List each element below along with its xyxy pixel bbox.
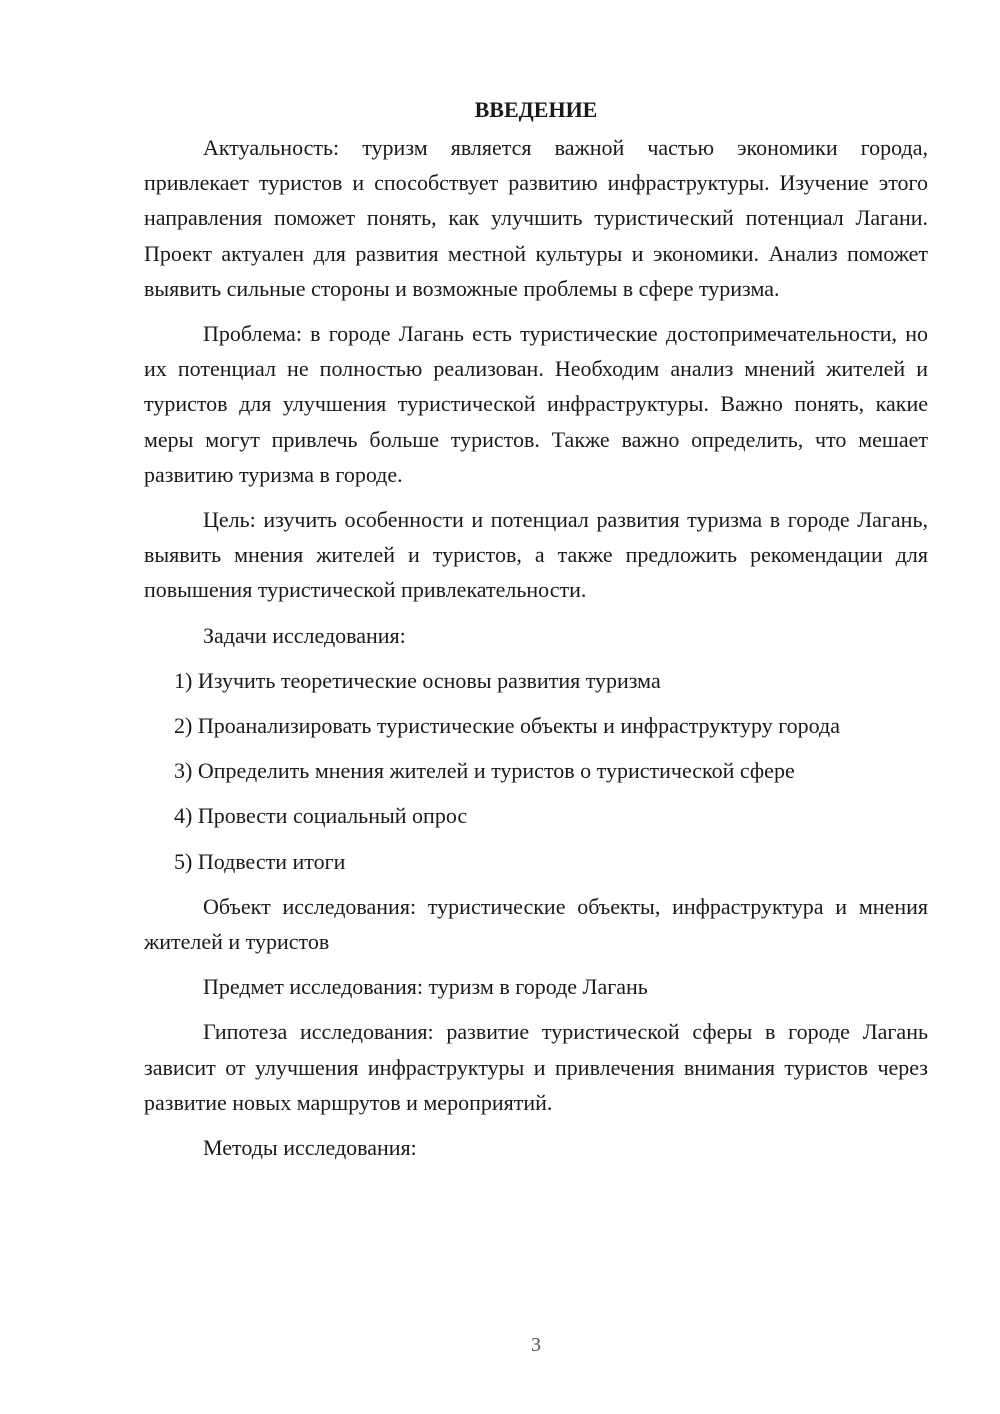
- page-number: 3: [531, 1334, 541, 1356]
- paragraph-relevance: Актуальность: туризм является важной частью экономики города, привлекает туристов и способствует развитию инфраструктуры. Изучение этого направления поможет понять, как улучшить туристический потенциал Лагани. Проект актуален для развития местной культуры и экономики. Анализ поможет выявить сильные стороны и возможные проблемы в сфере туризма.: [144, 135, 928, 301]
- task-item-5: 5) Подвести итоги: [174, 848, 346, 874]
- task-item-3: 3) Определить мнения жителей и туристов о туристической сфере: [174, 758, 795, 784]
- section-title: ВВЕДЕНИЕ: [474, 97, 598, 122]
- paragraph-problem: Проблема: в городе Лагань есть туристические достопримечательности, но их потенциал не полностью реализован. Необходим анализ мнений жителей и туристов для улучшения туристической инфраструктуры. Важно понять, какие меры могут привлечь больше туристов. Также важно определить, что мешает развитию туризма в городе.: [144, 321, 928, 487]
- task-item-2: 2) Проанализировать туристические объекты и инфраструктуру города: [174, 713, 840, 739]
- task-item-4: 4) Провести социальный опрос: [174, 803, 468, 829]
- paragraph-object: Объект исследования: туристические объекты, инфраструктура и мнения жителей и туристов: [144, 893, 928, 955]
- paragraph-subject: Предмет исследования: туризм в городе Лагань: [203, 974, 648, 1000]
- paragraph-methods: Методы исследования:: [203, 1135, 417, 1161]
- task-item-1: 1) Изучить теоретические основы развития туризма: [174, 667, 661, 693]
- document-body: [144, 92, 928, 1175]
- paragraph-hypothesis: Гипотеза исследования: развитие туристической сферы в городе Лагань зависит от улучшения инфраструктуры и привлечения внимания туристов через развитие новых маршрутов и мероприятий.: [144, 1019, 928, 1115]
- paragraph-tasks-heading: Задачи исследования:: [203, 622, 406, 648]
- paragraph-goal: Цель: изучить особенности и потенциал развития туризма в городе Лагань, выявить мнения жителей и туристов, а также предложить рекомендации для повышения туристической привлекательности.: [144, 507, 928, 603]
